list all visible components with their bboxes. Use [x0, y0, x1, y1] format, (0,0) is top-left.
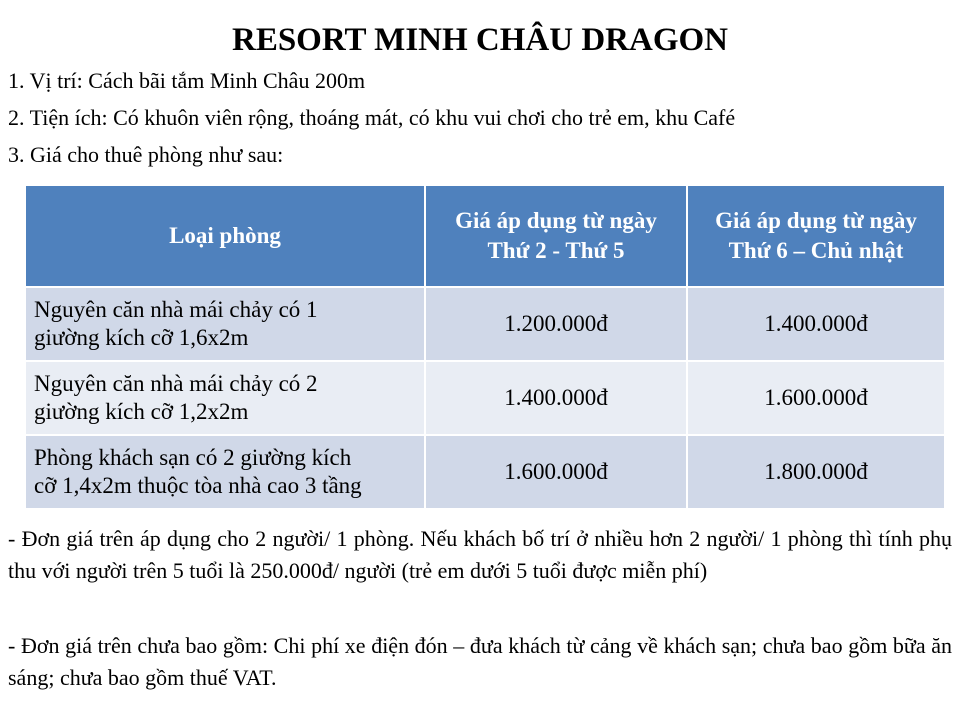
room-type-line: Nguyên căn nhà mái chảy có 1 — [34, 297, 318, 322]
weekend-price-cell: 1.600.000đ — [687, 361, 945, 435]
room-type-line: Nguyên căn nhà mái chảy có 2 — [34, 371, 318, 396]
table-row — [25, 287, 945, 361]
page-title: RESORT MINH CHÂU DRAGON — [231, 22, 728, 58]
header-weekday-price — [425, 185, 687, 287]
weekend-price-cell: 1.400.000đ — [687, 287, 945, 361]
table-row — [25, 435, 945, 509]
header-weekday-line1: Giá áp dụng từ ngày — [455, 208, 657, 233]
header-weekend-line2: Thứ 6 – Chủ nhật — [728, 238, 904, 263]
note-exclusions: - Đơn giá trên chưa bao gồm: Chi phí xe điện đón – đưa khách từ cảng về khách sạn; chưa bao gồm bữa ăn sáng; chưa bao gồm thuế VAT. — [8, 633, 952, 690]
room-type-cell — [25, 287, 425, 361]
room-type-line: Phòng khách sạn có 2 giường kích — [34, 445, 352, 470]
weekday-price-cell: 1.400.000đ — [425, 361, 687, 435]
weekend-price-cell: 1.800.000đ — [687, 435, 945, 509]
info-pricing-intro: 3. Giá cho thuê phòng như sau: — [8, 142, 284, 167]
weekday-price-cell: 1.200.000đ — [425, 287, 687, 361]
header-weekday-line2: Thứ 2 - Thứ 5 — [487, 238, 625, 263]
info-location: 1. Vị trí: Cách bãi tắm Minh Châu 200m — [8, 68, 366, 93]
room-type-cell — [25, 435, 425, 509]
header-weekend-line1: Giá áp dụng từ ngày — [715, 208, 917, 233]
room-type-cell — [25, 361, 425, 435]
header-room-type-label: Loại phòng — [169, 223, 281, 248]
price-table — [24, 184, 946, 510]
table-header-row — [25, 185, 945, 287]
info-amenities: 2. Tiện ích: Có khuôn viên rộng, thoáng mát, có khu vui chơi cho trẻ em, khu Café — [8, 105, 736, 130]
room-type-line: giường kích cỡ 1,6x2m — [34, 325, 249, 350]
room-type-line: cỡ 1,4x2m thuộc tòa nhà cao 3 tầng — [34, 473, 362, 498]
table-row — [25, 361, 945, 435]
header-room-type — [25, 185, 425, 287]
weekday-price-cell: 1.600.000đ — [425, 435, 687, 509]
header-weekend-price — [687, 185, 945, 287]
room-type-line: giường kích cỡ 1,2x2m — [34, 399, 249, 424]
note-occupancy: - Đơn giá trên áp dụng cho 2 người/ 1 phòng. Nếu khách bố trí ở nhiều hơn 2 người/ 1 phòng thì tính phụ thu với người trên 5 tuổi là 250.000đ/ người (trẻ em dưới 5 tuổi được miễn phí) — [8, 526, 952, 583]
